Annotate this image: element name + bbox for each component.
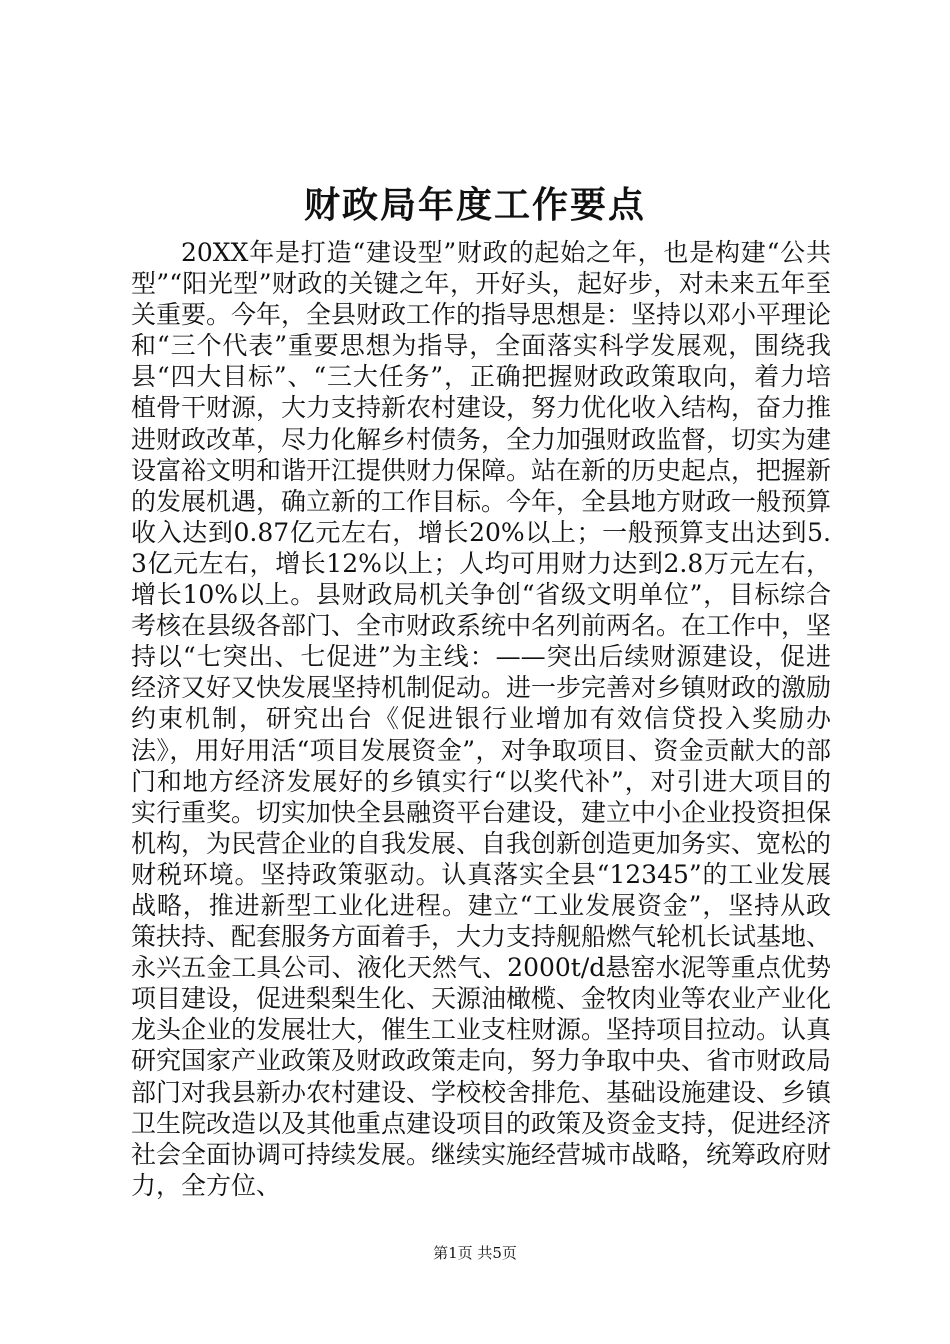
page-footer: 第1页 共5页	[433, 1244, 517, 1262]
body-paragraph: 20XX年是打造“建设型”财政的起始之年，也是构建“公共型”“阳光型”财政的关键之年，开好头，起好步，对未来五年至关重要。今年，全县财政工作的指导思想是：坚持以邓小平理论和“三个代表”重要思想为指导，全面落实科学发展观，围绕我县“四大目标”、“三大任务”，正确把握财政政策取向，着力培植骨干财源，大力支持新农村建设，努力优化收入结构，奋力推进财政改革，尽力化解乡村债务，全力加强财政监督，切实为建设富裕文明和谐开江提供财力保障。站在新的历史起点，把握新的发展机遇，确立新的工作目标。今年，全县地方财政一般预算收入达到0.87亿元左右，增长20%以上；一般预算支出达到5.3亿元左右，增长12%以上；人均可用财力达到2.8万元左右，增长10%以上。县财政局机关争创“省级文明单位”，目标综合考核在县级各部门、全市财政系统中名列前两名。在工作中，坚持以“七突出、七促进”为主线：——突出后续财源建设，促进经济又好又快发展坚持机制促动。进一步完善对乡镇财政的激励约束机制，研究出台《促进银行业增加有效信贷投入奖励办法》，用好用活“项目发展资金”，对争取项目、资金贡献大的部门和地方经济发展好的乡镇实行“以奖代补”，对引进大项目的实行重奖。切实加快全县融资平台建设，建立中小企业投资担保机构，为民营企业的自我发展、自我创新创造更加务实、宽松的财税环境。坚持政策驱动。认真落实全县“12345”的工业发展战略，推进新型工业化进程。建立“工业发展资金”，坚持从政策扶持、配套服务方面着手，大力支持舰船燃气轮机长试基地、永兴五金工具公司、液化天然气、2000t/d悬窑水泥等重点优势项目建设，促进梨梨生化、天源油橄榄、金牧肉业等农业产业化龙头企业的发展壮大，催生工业支柱财源。坚持项目拉动。认真研究国家产业政策及财政政策走向，努力争取中央、省市财政局部门对我县新办农村建设、学校校舍排危、基础设施建设、乡镇卫生院改造以及其他重点建设项目的政策及资金支持，促进经济社会全面协调可持续发展。继续实施经营城市战略，统筹政府财力，全方位、	[131, 238, 832, 1200]
document-title: 财政局年度工作要点	[303, 184, 646, 226]
